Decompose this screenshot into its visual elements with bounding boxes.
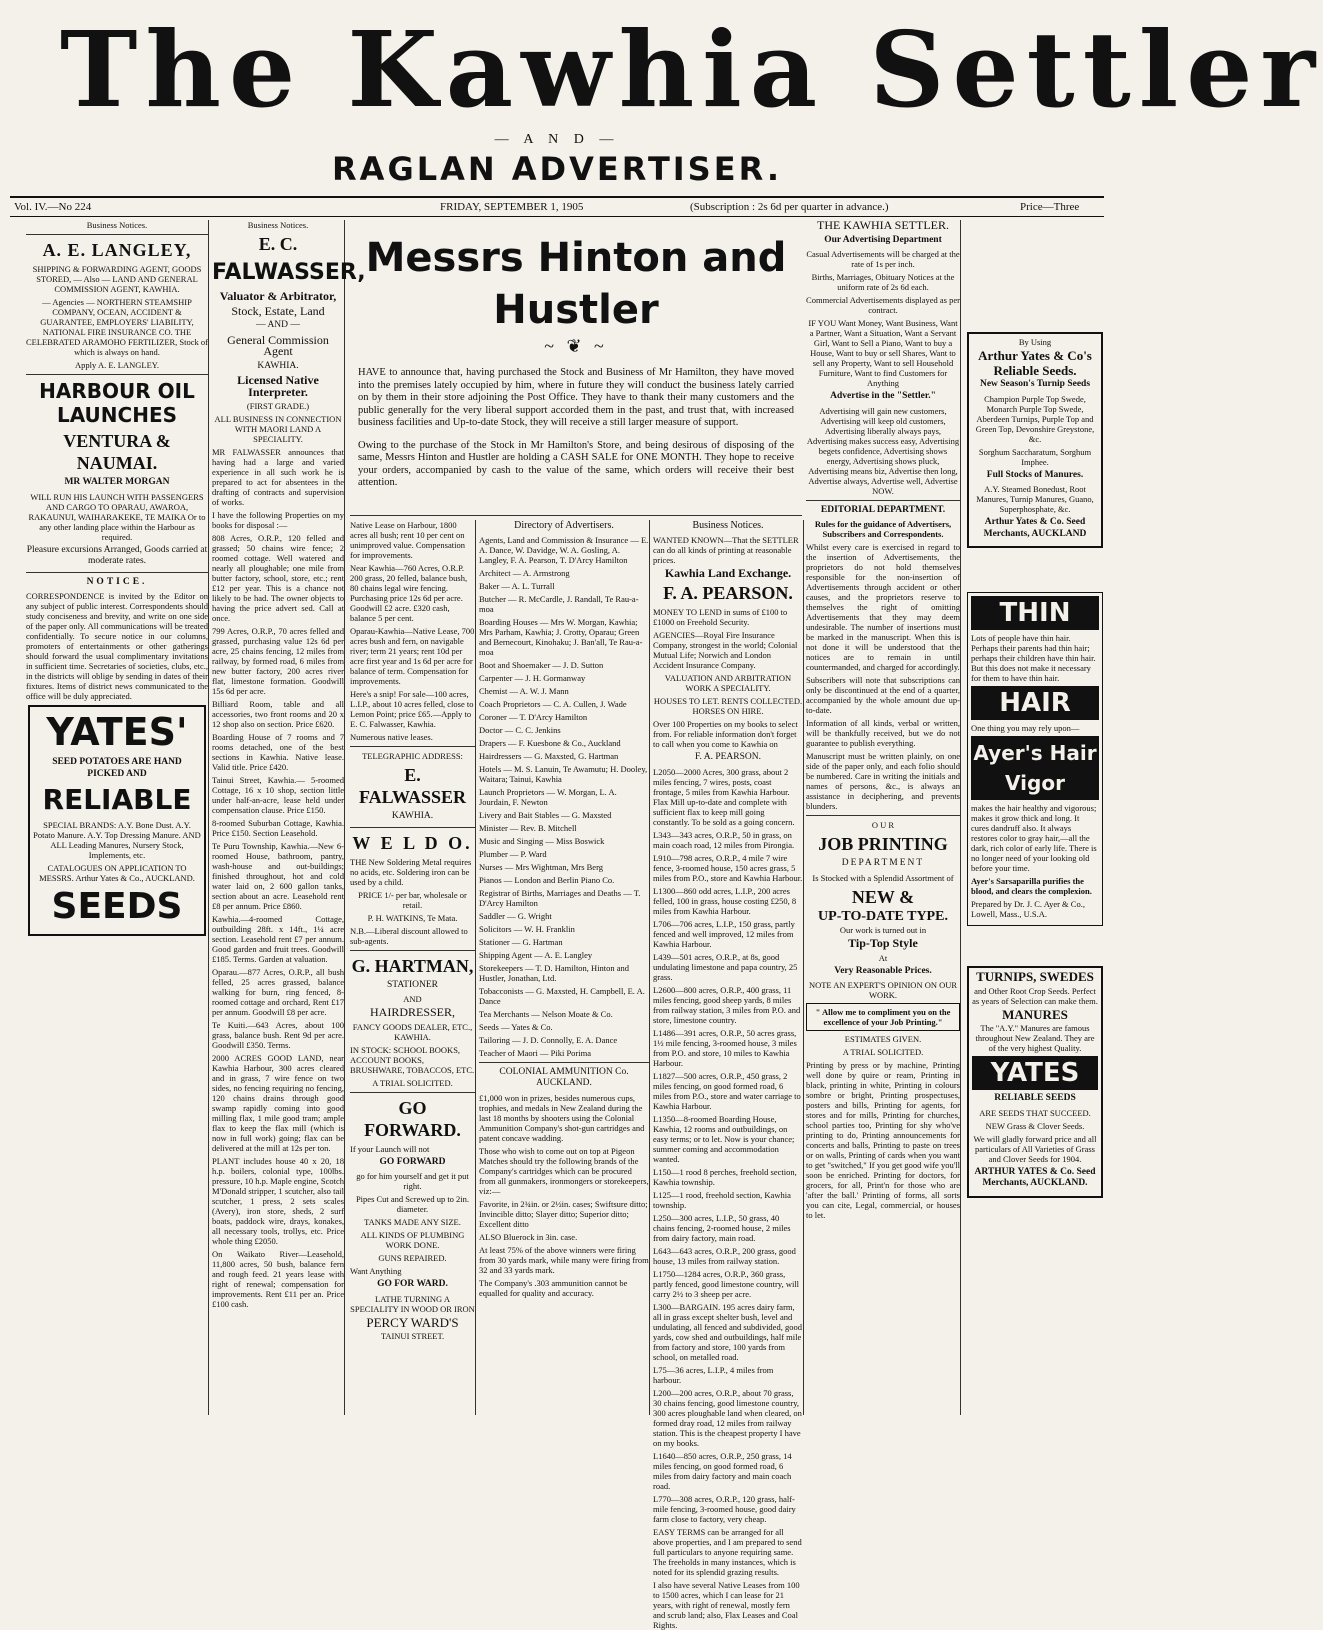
prepared-by: Prepared by Dr. J. C. Ayer & Co., Lowell, Mass., U.S.A. xyxy=(971,899,1085,919)
job-trial: A TRIAL SOLICITED. xyxy=(842,1047,924,1057)
property-1: 808 Acres, O.R.P., 120 felled and grassed; 50 chains wire fence; 2 roomed cottage. Well watered and nearly all ploughable; one mile from butter factory, school, store, etc.; rent £12 per year. This is a chance not likely to be had. The owner objects to having the price advert sed. Call at once. xyxy=(212,533,344,623)
property-12: PLANT includes house 40 x 20, 18 h.p. boilers, colonial type, 100lbs. pressure, 10 h.p. Maple engine, Scotch M'Donald stripper, 1 scutcher, also tail scutcher, 1 press, 2 sets scales (Avery), iron store, sheds, 2 surf boats, paddock wire, drays, konakes, all necessary tools, trollys, etc. Price whole thing £2050. xyxy=(212,1156,344,1246)
job-uptodate: UP-TO-DATE TYPE. xyxy=(818,908,948,924)
forward-2: GO FORWARD xyxy=(379,1156,446,1167)
directory-entry: Saddler — G. Wright xyxy=(479,910,552,921)
forward-11: PERCY WARD'S xyxy=(366,1314,459,1330)
weldo-title: W E L D O. xyxy=(352,832,473,853)
directory-entry: Plumber — P. Ward xyxy=(479,848,547,859)
harbour-pleasure: Pleasure excursions Arranged, Goods carried at moderate rates. xyxy=(26,544,208,566)
yates-title: YATES' xyxy=(46,710,188,754)
listing: L706—706 acres, L.I.P., 150 grass, partly fenced and well improved, 12 miles from Kawhia Harbour. xyxy=(653,918,795,949)
valuation: VALUATION AND ARBITRATION WORK A SPECIALITY. xyxy=(664,673,792,693)
yates-reliable: RELIABLE xyxy=(42,783,192,816)
issue-date: FRIDAY, SEPTEMBER 1, 1905 xyxy=(440,201,584,213)
rules-head: Rules for the guidance of Advertisers, Subscribers and Correspondents. xyxy=(814,519,952,539)
directory-entry: Coach Proprietors — C. A. Cullen, J. Wade xyxy=(479,698,627,709)
falwasser-line1: Valuator & Arbitrator, xyxy=(219,289,337,303)
divider xyxy=(806,815,960,816)
hair-head: HAIR xyxy=(971,686,1099,720)
falwasser-line4: General Commission Agent xyxy=(227,332,329,358)
directory-entry: Hotels — M. S. Lanuin, Te Awamutu; H. Dooley, Waitara; Tainui, Kawhia xyxy=(479,763,648,784)
divider xyxy=(26,572,208,573)
job-note: NOTE AN EXPERT'S OPINION ON OUR WORK. xyxy=(808,980,958,1000)
notice-text: CORRESPONDENCE is invited by the Editor on any subject of public interest. Correspondents should study conciseness and brevity, and write on one side of the paper only. All communications will be treated confidentially. To secure notice in our columns, promoters of entertainments or other gatherings should forward the usual complimentary invitations in sufficient time. Secretaries of societies, clubs, etc., in the districts will oblige by sending in dates of their fixtures. Items of district news communicated to the office will be duly appreciated. xyxy=(26,591,208,701)
manures-list: A.Y. Steamed Bonedust, Root Manures, Turnip Manures, Guano, Superphosphate, &c. xyxy=(976,484,1094,514)
newspaper-title: The Kawhia Settler xyxy=(60,8,1323,131)
banner-ornament: ~ ❦ ~ xyxy=(544,336,608,356)
col5-header: Business Notices. xyxy=(692,520,764,531)
directory-entry: Architect — A. Armstrong xyxy=(479,567,570,578)
ad-rule-3: Commercial Advertisements displayed as per contract. xyxy=(806,295,960,315)
job-dept: DEPARTMENT xyxy=(841,858,925,868)
directory-entry: Minister — Rev. B. Mitchell xyxy=(479,822,577,833)
sarsaparilla: Ayer's Sarsaparilla purifies the blood, and clears the complexion. xyxy=(971,876,1092,896)
directory-entry: Tobacconists — G. Maxsted, H. Campbell, E. A. Dance xyxy=(479,985,645,1006)
if-you: IF YOU Want Money, Want Business, Want a Partner, Want a Situation, Want a Servant Girl, Want to Sell a Piano, Want to buy a House, Want to buy or sell Shares, Want to sell any Property, Want to sell Household Furniture, Want to find Customers for Anything xyxy=(808,318,958,388)
falwasser-initials: E. C. xyxy=(258,234,298,254)
property-11: 2000 ACRES GOOD LAND, near Kawhia Harbour, 300 acres cleared and in grass, 7 wire fence on two sides, no fencing requiring no fencing, 120 chains drains through good swamp rapidly coming into good milling flax, 1 mile good tram; ample flax to keep the flax mill (which is now in full work) going; flax can be delivered at the mill at 12s per ton. xyxy=(212,1053,344,1153)
job-printing: JOB PRINTING xyxy=(818,834,948,854)
listing: L300—BARGAIN. 195 acres dairy farm, all in grass except shelter bush, level and undulating, all fenced and subdivided, good yards, cow shed and outbuildings, half mile from factory and store, 100 yards from school, on metalled road. xyxy=(653,1301,802,1362)
divider xyxy=(806,500,960,501)
yates-catalogue: CATALOGUES ON APPLICATION TO MESSRS. Arthur Yates & Co., AUCKLAND. xyxy=(39,863,195,883)
listing: L1640—850 acres, O.R.P., 250 grass, 14 miles fencing, on good formed road, 6 miles from dairy factory and main coach road. xyxy=(653,1450,792,1491)
falwasser-line2: Stock, Estate, Land xyxy=(231,303,325,318)
directory-entry: Butcher — R. McCardle, J. Randall, Te Rau-a-moa xyxy=(479,593,639,614)
numerous-leases: Numerous native leases. xyxy=(350,732,433,742)
houses-to-let: HOUSES TO LET. RENTS COLLECTED. HORSES ON HIRE. xyxy=(653,696,803,716)
directory-entry: Carpenter — J. H. Gormanway xyxy=(479,672,586,683)
yates-merchants: Arthur Yates & Co. Seed Merchants, AUCKLAND xyxy=(983,517,1087,539)
weldo-price: PRICE 1/- per bar, wholesale or retail. xyxy=(358,889,467,910)
hartman-1: STATIONER xyxy=(387,979,438,990)
directory-entry: Hairdressers — G. Maxsted, G. Hartman xyxy=(479,750,619,761)
divider xyxy=(350,1092,475,1093)
divider xyxy=(350,746,475,747)
masthead-and: — A N D — xyxy=(494,132,620,147)
settler-mini-masthead: THE KAWHIA SETTLER. xyxy=(816,218,950,232)
forward-10: LATHE TURNING A SPECIALITY IN WOOD OR IRON xyxy=(350,1293,475,1314)
ayers-text: makes the hair healthy and vigorous; makes it grow thick and long. It cures dandruff also. It always restores color to gray hair,—all the dark, rich color of early life. There is no longer need of your looking old before your time. xyxy=(971,803,1097,873)
listing: L770—308 acres, O.R.P., 120 grass, half-mile fencing, 3-roomed house, good dairy farm close to factory, very cheap. xyxy=(653,1493,796,1524)
harbour-title: HARBOUR OIL LAUNCHES xyxy=(39,379,195,427)
subscription-note: (Subscription : 2s 6d per quarter in advance.) xyxy=(690,201,889,213)
falwasser-line3: — AND — xyxy=(256,320,300,330)
column-2 xyxy=(212,220,366,1415)
yates-oval: YATES xyxy=(972,1056,1098,1090)
listing: L343—343 acres, O.R.P., 50 in grass, on main coach road, 12 miles from Pirongia. xyxy=(653,829,795,850)
colonial-4: At least 75% of the above winners were firing from 30 yards mark, while many were firing from 32 and 33 yards mark. xyxy=(479,1244,649,1275)
directory-entry: Boot and Shoemaker — J. D. Sutton xyxy=(479,659,604,670)
directory-entry: Music and Singing — Miss Boswick xyxy=(479,835,605,846)
thin-head: THIN xyxy=(971,596,1099,630)
manures: Full Stocks of Manures. xyxy=(986,469,1084,480)
directory-entry: Shipping Agent — A. E. Langley xyxy=(479,949,593,960)
directory-entry: Coroner — T. D'Arcy Hamilton xyxy=(479,711,588,722)
directory-entry: Doctor — C. C. Jenkins xyxy=(479,724,561,735)
listing: L250—300 acres, L.I.P., 50 grass, 40 chains fencing, 2-roomed house, 2 miles from dairy factory, main road. xyxy=(653,1212,791,1243)
job-tiptop: Tip-Top Style xyxy=(848,936,918,950)
weldo-text: THE New Soldering Metal requires no acids, etc. Soldering iron can be used by a child. xyxy=(350,856,472,887)
hartman-2: AND xyxy=(403,994,422,1004)
forward-1: If your Launch will not xyxy=(350,1143,430,1154)
thin-text: Lots of people have thin hair. Perhaps their parents had thin hair; perhaps their children have thin hair. But this does not make it necessary for them to have thin hair. xyxy=(971,633,1096,683)
colonial-1: £1,000 won in prizes, besides numerous cups, trophies, and medals in New Zealand during the last 18 months by shooters using the Colonial Ammunition Company's shot-gun cartridges and patent concave wadding. xyxy=(479,1092,645,1143)
forward-4: Pipes Cut and Screwed up to 2in. diameter. xyxy=(355,1194,470,1214)
ad-rule-1: Casual Advertisements will be charged at the rate of 1s per inch. xyxy=(806,249,960,269)
directory-entry: Livery and Bait Stables — G. Maxsted xyxy=(479,809,612,820)
pearson-name: F. A. PEARSON. xyxy=(663,583,793,603)
property-3: Billiard Room, table and all accessories, two front rooms and 20 x 12 shop also on section. Price £620. xyxy=(212,699,344,729)
yates-turnip-ad xyxy=(967,332,1103,548)
listing: L150—1 rood 8 perches, freehold section, Kawhia township. xyxy=(653,1166,797,1187)
yates-brands: SPECIAL BRANDS: A.Y. Bone Dust. A.Y. Potato Manure. A.Y. Top Dressing Manure. AND ALL Leading Manures, Nursery Stock, Implements, etc. xyxy=(33,820,201,860)
land-exchange: Kawhia Land Exchange. xyxy=(664,565,792,580)
falwasser-line7: (FIRST GRADE.) xyxy=(246,401,310,411)
langley-agencies: — Agencies — NORTHERN STEAMSHIP COMPANY, OCEAN, ACCIDENT & GUARANTEE, EMPLOYERS' LIABILITY, NATIONAL FIRE INSURANCE CO. THE CELEBRATED ARAMOHO FERTILIZER, Stock of which is always on hand. xyxy=(26,297,208,357)
snip: Here's a snip! For sale—100 acres, L.I.P., about 10 acres felled, close to Lemon Point; price £65.—Apply to E. C. Falwasser, Kawhia. xyxy=(350,689,474,729)
listing: L200—200 acres, O.R.P., about 70 grass, 30 chains fencing, good limestone country, 300 acres ploughable land when cleared, on formed dray road, 12 miles from railway station. This is the cheapest property I have on my books. xyxy=(653,1387,802,1448)
arthur-yates: Arthur Yates & Co's xyxy=(978,348,1092,363)
lease-3: Oparau-Kawhia—Native Lease, 700 acres bush and fern, on navigable river; term 21 years; rent 10d per acre first year and 1s 6d per acre for balance of term. Compensation for improvements. xyxy=(350,626,475,686)
job-estimates: ESTIMATES GIVEN. xyxy=(844,1034,922,1044)
directory-entry: Chemist — A. W. J. Mann xyxy=(479,685,569,696)
job-quote: " Allow me to compliment you on the excellence of your Job Printing." xyxy=(806,1003,960,1031)
hartman-name: G. HARTMAN, xyxy=(351,955,474,976)
sorghum: Sorghum Saccharatum, Sorghum Imphee. xyxy=(978,446,1092,467)
forward-5: TANKS MADE ANY SIZE. xyxy=(364,1217,461,1227)
divider xyxy=(26,234,208,235)
forward-3: go for him yourself and get it put right. xyxy=(356,1171,469,1191)
tel-place: KAWHIA. xyxy=(391,811,434,821)
ayers-hair-ad xyxy=(967,592,1103,926)
directory-entry: Launch Proprietors — W. Morgan, L. A. Jourdain, F. Newton xyxy=(479,786,617,807)
falwasser-line6: Licensed Native Interpreter. xyxy=(237,373,319,399)
divider xyxy=(350,950,475,951)
listing: L910—798 acres, O.R.P., 4 mile 7 wire fence, 3-roomed house, 150 acres grass, 5 miles from P.O., store and Kawhia Harbour. xyxy=(653,852,803,883)
forward-6: ALL KINDS OF PLUMBING WORK DONE. xyxy=(360,1230,465,1250)
falwasser-line5: KAWHIA. xyxy=(257,360,299,371)
listing: L643—643 acres, O.R.P., 200 grass, good house, 13 miles from railway station. xyxy=(653,1245,796,1266)
pearson-agencies: AGENCIES—Royal Fire Insurance Company, strongest in the world; Colonial Mutual Life; Norwich and London Accident Insurance Company. xyxy=(653,630,798,670)
property-4: Boarding House of 7 rooms and 7 rooms detached, one of the best sections in Kawhia. Native lease. Valid title. Price £420. xyxy=(212,732,344,772)
weldo-nb: N.B.—Liberal discount allowed to sub-agents. xyxy=(350,925,468,946)
directory-entry: Tea Merchants — Nelson Moate & Co. xyxy=(479,1008,613,1019)
listing: L75—36 acres, L.I.P., 4 miles from harbour. xyxy=(653,1364,774,1385)
native-leases: I also have several Native Leases from 100 to 1500 acres, which I can lease for 21 years, with right of renewal, mostly fern and scrub land; also, Flax Leases and Coal Rights. xyxy=(653,1579,800,1630)
directory-entry: Boarding Houses — Mrs W. Morgan, Kawhia; Mrs Parham, Kawhia; J. Crotty, Oparau; Green and Bernecourt, Kinohaku; J. Ban'all, Te Rau-a-moa xyxy=(479,616,643,657)
column-7 xyxy=(965,220,1105,1415)
ad-rule-2: Births, Marriages, Obituary Notices at the uniform rate of 2s 6d each. xyxy=(811,272,955,292)
divider xyxy=(479,1062,649,1063)
rules-1: Whilst every care is exercised in regard to the insertion of Advertisements, the proprietors do not hold themselves responsible for the non-insertion of Advertisements through accident or other causes, and the proprietors reserve to themselves the right of omitting Advertisements that they may deem undesirable. The number of insertions must be marked in the manuscript. When this is not done it will be understood that the notices are to remain in until countermanded, and charged for accordingly. xyxy=(806,542,960,672)
tel-name: E. FALWASSER xyxy=(358,765,467,807)
column-4 xyxy=(479,520,650,1415)
job-turned: Our work is turned out in xyxy=(839,925,927,935)
falwasser-properties xyxy=(212,447,344,1309)
divider xyxy=(350,827,475,828)
seeds-that-succeed: ARE SEEDS THAT SUCCEED. xyxy=(979,1107,1091,1118)
listing: L439—501 acres, O.R.P., at 8s, good undulating limestone and papa country, 25 grass. xyxy=(653,951,798,982)
manures-text: The "A.Y." Manures are famous throughout New Zealand. They are of the very highest Quality. xyxy=(975,1023,1095,1053)
column-3 xyxy=(350,520,476,1415)
yates-root-ad xyxy=(967,966,1103,1198)
directory-entry: Teacher of Maori — Piki Porima xyxy=(479,1047,592,1058)
job-new: NEW & xyxy=(851,886,915,907)
falwasser-name: FALWASSER, xyxy=(212,260,366,285)
ad-dept-head: Our Advertising Department xyxy=(824,234,942,245)
masthead xyxy=(0,0,1323,200)
colonial-5: The Company's .303 ammunition cannot be equalled for quality and accuracy. xyxy=(479,1277,628,1298)
yates-seed-ad xyxy=(28,705,206,936)
forward-12: TAINUI STREET. xyxy=(380,1331,445,1341)
langley-services: SHIPPING & FORWARDING AGENT, GOODS STORED, — Also — LAND AND GENERAL COMMISSION AGENT, KAWHIA. xyxy=(32,264,202,294)
directory-entry: Pianos — London and Berlin Piano Co. xyxy=(479,874,615,885)
col1-header: Business Notices. xyxy=(86,220,148,230)
over-100: Over 100 Properties on my books to select from. For reliable information don't forget to call when you come to Kawhia on xyxy=(653,719,798,749)
directory-entry: Baker — A. L. Turrall xyxy=(479,580,555,591)
by-using: By Using xyxy=(1018,337,1052,347)
harbour-names: VENTURA & NAUMAI. xyxy=(63,431,171,473)
ayers-vigor: Ayer's Hair Vigor xyxy=(971,736,1099,800)
money-to-lend: MONEY TO LEND in sums of £100 to £1000 on Freehold Security. xyxy=(653,607,788,627)
directory-entry: Drapers — F. Kuesbone & Co., Auckland xyxy=(479,737,621,748)
lease-1: Native Lease on Harbour, 1800 acres all bush; rent 10 per cent on unimproved value. Compensation for improvements. xyxy=(350,520,465,560)
job-our: O U R xyxy=(871,820,895,830)
column-1 xyxy=(26,220,209,1415)
rules-3: Information of all kinds, verbal or written, will be thankfully received, but we do not guarantee to publish everything. xyxy=(806,718,960,748)
harbour-owner: MR WALTER MORGAN xyxy=(64,477,170,487)
over-name: F. A. PEARSON. xyxy=(694,752,762,762)
rules-4: Manuscript must be written plainly, on one side of the paper only, and each folio should be numbered. Care in writing the initials and names of persons, &c., is always an assistance in deciphering, and prevents blunders. xyxy=(806,751,960,811)
forward-title: GO FORWARD. xyxy=(364,1097,461,1140)
hartman-3: HAIRDRESSER, xyxy=(369,1005,455,1019)
listing: L1827—500 acres, O.R.P., 450 grass, 2 miles fencing, on good formed road, 6 miles from P.O., store and water carriage to Kawhia Harbour. xyxy=(653,1070,801,1111)
turnips-text: and Other Root Crop Seeds. Perfect as years of Selection can make them. xyxy=(972,985,1098,1006)
col2-header: Business Notices. xyxy=(247,220,309,230)
grass-clover: NEW Grass & Clover Seeds. xyxy=(985,1120,1085,1131)
forward-9: GO FOR WARD. xyxy=(377,1279,448,1289)
listing: L1350—8-roomed Boarding House, Kawhia, 12 rooms and outbuildings, on easy terms; or to let. Now is your chance; summer coming and accommodation wanted. xyxy=(653,1113,795,1164)
listing: L1750—1284 acres, O.R.P., 360 grass, partly fenced, good limestone country, will carry 2½ to 3 sheep per acre. xyxy=(653,1268,800,1299)
directory-entry: Solicitors — W. H. Franklin xyxy=(479,923,575,934)
hinton-hustler-banner xyxy=(350,220,802,516)
masthead-subtitle: RAGLAN ADVERTISER. xyxy=(332,150,782,188)
falwasser-para1: MR FALWASSER announces that having had a large and varied experience in all such work he is prepared to act for absentees in the drafting of contracts and supervision of works. xyxy=(212,447,344,507)
hartman-4: FANCY GOODS DEALER, ETC., KAWHIA. xyxy=(352,1021,473,1042)
advertise-settler: Advertise in the "Settler." xyxy=(830,391,936,401)
easy-terms: EASY TERMS can be arranged for all above properties, and I am prepared to send full particulars to anyone requiring same. The freeholds in many instances, which is noted for its splendid grazing results. xyxy=(653,1526,802,1577)
hartman-stock: IN STOCK: SCHOOL BOOKS, ACCOUNT BOOKS, BRUSHWARE, TOBACCOS, ETC. xyxy=(350,1044,475,1075)
falwasser-para2: I have the following Properties on my books for disposal :— xyxy=(212,510,344,530)
printing-verse: Printing by press or by machine, Printing well done by quire or ream, Printing in black, printing in white, Printing in colours sombre or bright, Printing prospectuses, posters and bills, Printing for agents, for stores and for mills, Printing for churches, school parties too, Printing for shy who've printing to do, Printing announcements for concerts and balls, Printing to paste on trees or on walls, Printing of cards when you want to get "switched," If you get good wife you'll soon be enriched. Printing for doctors, for grocers, for all, Print'n for those who are 'after the ball.' Printing of forms, all sorts you can cite, Legal, commercial, or houses to let. xyxy=(806,1060,960,1220)
property-listings xyxy=(653,767,803,1524)
directory-entry: Stationer — G. Hartman xyxy=(479,936,563,947)
divider xyxy=(26,374,208,375)
property-5: Tainui Street, Kawhia.— 5-roomed Cottage, 16 x 10 shop, section little under half-an-acre, lease held under compensation clause. Price £150. xyxy=(212,775,344,815)
banner-para1: HAVE to announce that, having purchased the Stock and Business of Mr Hamilton, they have moved into the premises lately occupied by him, where in future they will conduct the business lately carried on by them in their store adjoining the Post Office. They have to thank their many customers and the public generally for the very liberal support accorded them in the past, and trust that, with increased business facilities and Up-to-date Stock, they will receive a still larger measure of support. xyxy=(358,367,794,428)
turnip-list: Champion Purple Top Swede, Monarch Purple Top Swede, Aberdeen Turnips, Purple Top and Green Top, Devonshire Greystone, &c. xyxy=(975,393,1095,444)
wanted-known: WANTED KNOWN—That the SETTLER can do all kinds of printing at reasonable prices. xyxy=(653,534,799,565)
volume-number: Vol. IV.—No 224 xyxy=(14,201,92,213)
price: Price—Three xyxy=(1020,201,1080,213)
column-5 xyxy=(653,520,804,1630)
job-prices: Very Reasonable Prices. xyxy=(834,965,932,976)
directory-entry: Registrar of Births, Marriages and Deaths — T. D'Arcy Hamilton xyxy=(479,887,641,908)
falwasser-line8: ALL BUSINESS IN CONNECTION WITH MAORI LAND A SPECIALITY. xyxy=(214,414,342,444)
listing: L125—1 rood, freehold section, Kawhia township. xyxy=(653,1189,791,1210)
banner-para2: Owing to the purchase of the Stock in Mr Hamilton's Store, and being desirous of disposing of the same, Messrs Hinton and Hustler are holding a CASH SALE for ONE MONTH. They hope to receive your orders, accompanied by cash to the value of the same, which orders will receive their best attention. xyxy=(358,439,794,488)
directory-header: Directory of Advertisers. xyxy=(514,520,614,531)
colonial-head: COLONIAL AMMUNITION Co. AUCKLAND. xyxy=(499,1066,629,1088)
dateline xyxy=(10,196,1104,217)
reliable-seeds: Reliable Seeds. xyxy=(993,362,1077,378)
reliable-seeds-2: RELIABLE SEEDS xyxy=(994,1093,1076,1103)
weldo-agent: P. H. WATKINS, Te Mata. xyxy=(367,912,458,923)
property-9: Oparau.—877 Acres, O.R.P., all bush felled, 25 acres grassed, balance walking for burn, ring fenced, 8-roomed cottage and orchard, Rent £17 per annum. Goodwill £8 per acre. xyxy=(212,967,344,1017)
lease-2: Near Kawhia—760 Acres, O.R.P. 200 grass, 20 felled, balance bush, 80 chains legal wire fencing. Purchasing price 12s 6d per acre. Goodwill £2 acre. £320 cash, balance 5 per cent. xyxy=(350,563,468,623)
forward-7: GUNS REPAIRED. xyxy=(378,1253,447,1263)
rules-2: Subscribers will note that subscriptions can only be discontinued at the end of a quarter, accompanied by the whole amount due up-to-date. xyxy=(806,675,960,715)
property-6: 8-roomed Suburban Cottage, Kawhia. Price £150. Section Leasehold. xyxy=(212,818,344,838)
column-6 xyxy=(806,220,961,1415)
notice-head: NOTICE. xyxy=(86,576,148,587)
ad-verse: Advertising will gain new customers, Advertising will keep old customers, Advertising liberally always pays, Advertising makes success easy, Advertising begets confidence, Advertising shows energy, Advertising shows pluck, Advertising means biz, Advertise then long, Advertise always, Advertise well, Advertise NOW. xyxy=(806,405,960,496)
directory-entry: Storekeepers — T. D. Hamilton, Hinton and Hustler, Jonathan, Ltd. xyxy=(479,962,630,983)
turnip-head: New Season's Turnip Seeds xyxy=(979,379,1091,389)
one-thing: One thing you may rely upon— xyxy=(971,723,1080,733)
job-stocked: Is Stocked with a Splendid Assortment of xyxy=(812,872,954,883)
property-2: 799 Acres, O.R.P., 70 acres felled and grassed, purchasing value 12s 6d per acre, 25 chains fencing, 12 miles from railway, by formed road, 6 miles from new butter factory, 200 acres river flat, limestone formation. Goodwill 15s 6d per acre. xyxy=(212,626,344,696)
hartman-trial: A TRIAL SOLICITED. xyxy=(372,1077,453,1088)
harbour-text: WILL RUN HIS LAUNCH WITH PASSENGERS AND CARGO TO OPARAU, AWAROA, RAKAUNUI, WAIHARAKEKE, TE MAIKA Or to any other landing place within the Harbour as required. xyxy=(28,491,206,542)
turnips-swedes: TURNIPS, SWEDES xyxy=(976,969,1094,984)
colonial-3: ALSO Bluerock in 3in. case. xyxy=(479,1231,578,1242)
forward-8: Want Anything xyxy=(350,1266,402,1276)
property-8: Kawhia.—4-roomed Cottage, outbuilding 28ft. x 14ft., 1¼ acre section. Leasehold rent £7 per annum. Good garden and fruit trees. Goodwill £185. Terms. Garden at valuation. xyxy=(212,914,344,964)
manures-head: MANURES xyxy=(1002,1006,1068,1022)
yates-sub: SEED POTATOES ARE HAND PICKED AND xyxy=(52,757,182,779)
editorial-dept: EDITORIAL DEPARTMENT. xyxy=(820,504,946,515)
listing: L2600—800 acres, O.R.P., 400 grass, 11 miles fencing, good sheep yards, 8 miles from railway station, 3 miles from P.O. and store, limestone country. xyxy=(653,984,801,1025)
property-13: On Waikato River—Leasehold, 11,800 acres, 50 bush, balance fern and rough feed. 21 years lease with right of renewal; compensation for improvements. Rent £11 per an. Price £100 cash. xyxy=(212,1249,344,1309)
directory-entry: Seeds — Yates & Co. xyxy=(479,1021,553,1032)
directory-entry: Agents, Land and Commission & Insurance — E. A. Dance, W. Davidge, W. A. Gosling, A. Langley, F. A. Pearson, T. D'Arcy Hamilton xyxy=(479,534,649,565)
property-7: Te Puru Township, Kawhia.—New 6-roomed House, bathroom, pantry, wash-house and out-buildings; finished throughout, hot and cold water laid on, 2 600 gallon tanks, section about an acre. Leasehold rent £8 per annum. Price £860. xyxy=(212,841,344,911)
langley-name: A. E. LANGLEY, xyxy=(42,240,192,260)
yates-seeds: SEEDS xyxy=(51,886,183,927)
colonial-2: Those who wish to come out on top at Pigeon Matches should try the following brands of the Company's cartridges which can be procured from all gunmakers, ironmongers or storekeepers, viz:— xyxy=(479,1145,649,1196)
yates-footer: ARTHUR YATES & Co. Seed Merchants, AUCKLAND. xyxy=(974,1166,1096,1188)
listing: L1300—860 odd acres, L.I.P., 200 acres felled, 100 in grass, house costing £250, 8 miles from Kawhia Harbour. xyxy=(653,885,797,916)
banner-title: Messrs Hinton and Hustler xyxy=(365,235,787,333)
langley-apply: Apply A. E. LANGLEY. xyxy=(75,360,159,370)
job-at: At xyxy=(878,952,888,963)
listing: L2050—2000 Acres, 300 grass, about 2 miles fencing, 7 wires, posts, coast frontage, 5 miles from Kawhia Harbour. Flax Mill up-to-date and complete with sufficient flax to keep mill going constantly. To be sold as a going concern. xyxy=(653,766,795,827)
forward-prices: We will gladly forward price and all particulars of All Varieties of Grass and Clover Seeds for 1904. xyxy=(973,1133,1097,1164)
directory-list xyxy=(479,535,649,1058)
listing: L1486—391 acres, O.R.P., 50 acres grass, 1½ mile fencing, 3-roomed house, 3 miles from P.O. and store, 10 miles to Kawhia Harbour. xyxy=(653,1027,797,1068)
property-10: Te Kuiti.—643 Acres, about 100 grass, balance bush. Rent 9d per acre. Goodwill £350. Terms. xyxy=(212,1020,344,1050)
telegraphic-address: TELEGRAPHIC ADDRESS: xyxy=(362,751,463,761)
colonial-brands: Favorite, in 2¾in. or 2½in. cases; Swiftsure ditto; Invincible ditto; Slayer ditto; Superior ditto; Excellent ditto xyxy=(479,1198,648,1229)
directory-entry: Nurses — Mrs Wightman, Mrs Berg xyxy=(479,861,604,872)
directory-entry: Tailoring — J. D. Connolly, E. A. Dance xyxy=(479,1034,618,1045)
